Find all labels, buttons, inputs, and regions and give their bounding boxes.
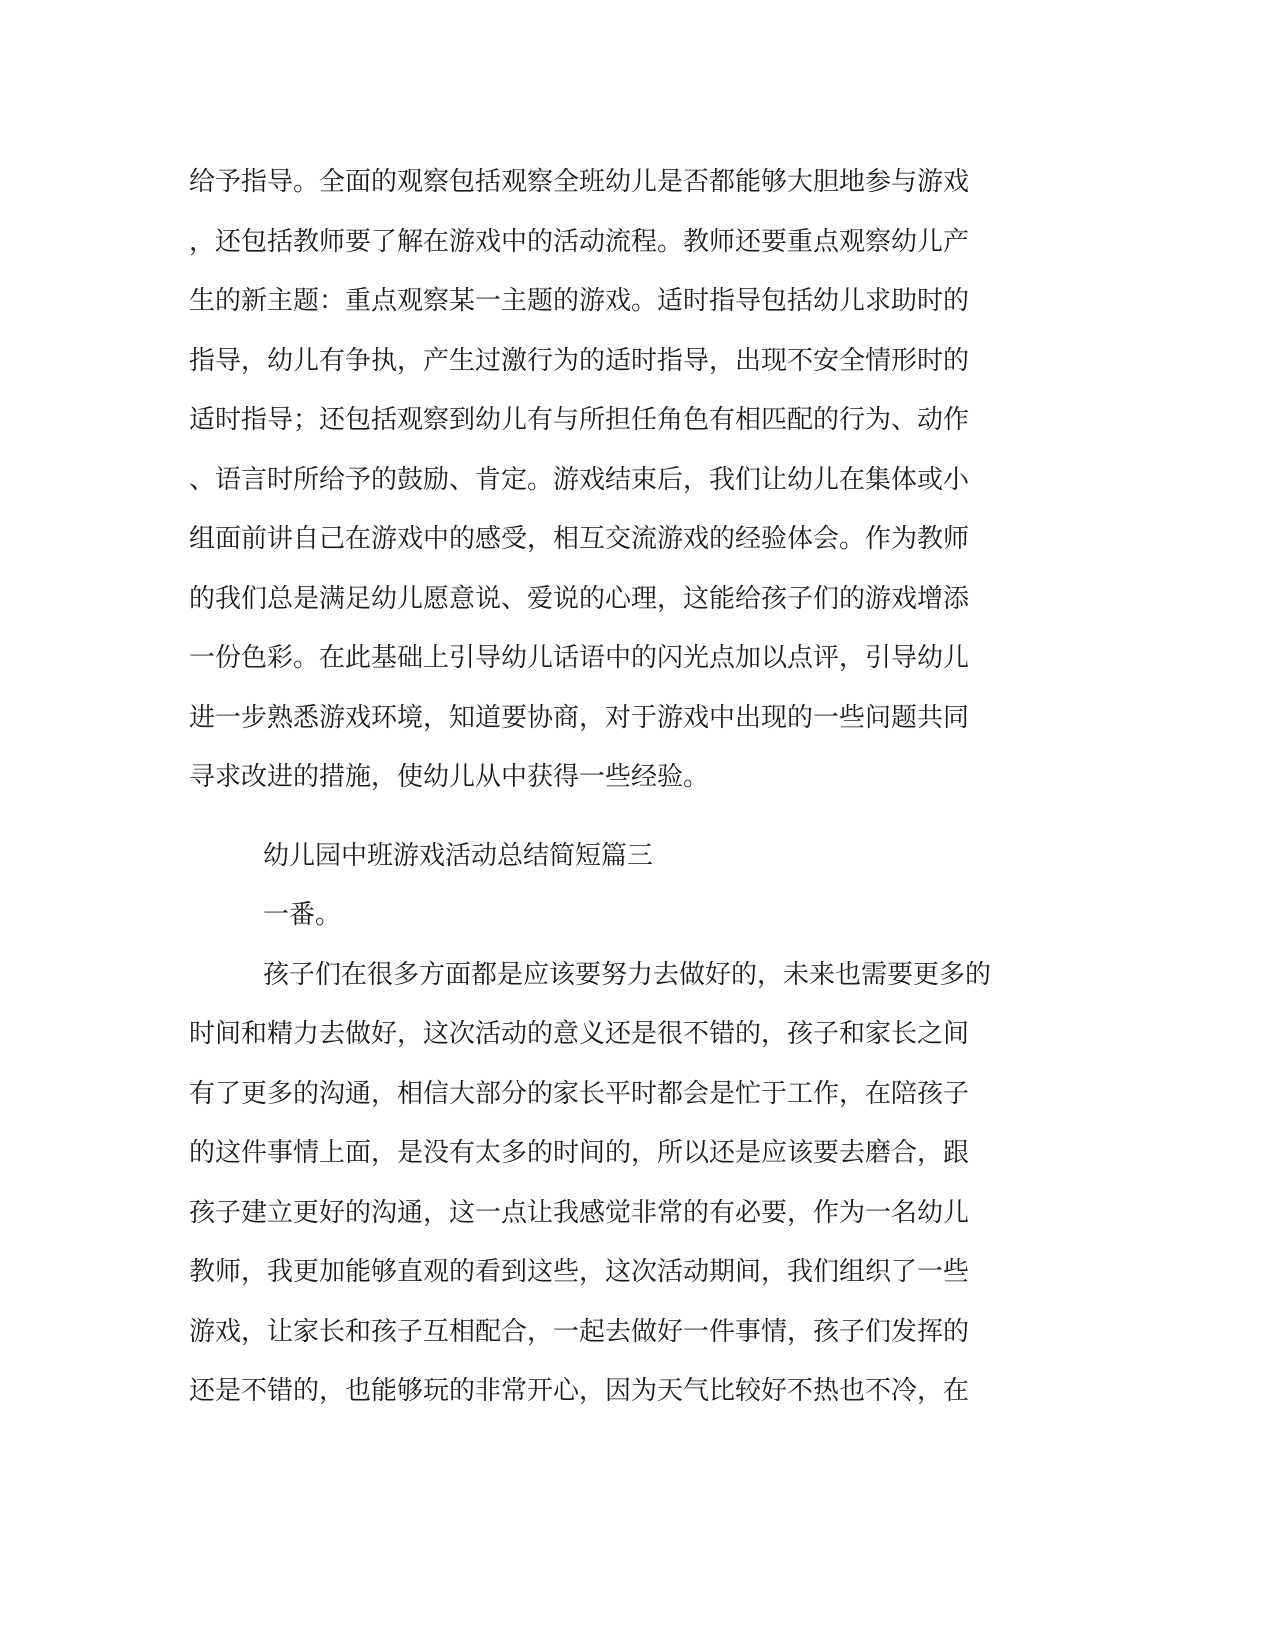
text-line-17: 的这件事情上面，是没有太多的时间的，所以还是应该要去磨合，跟 [189, 1138, 970, 1168]
text-line-10: 进一步熟悉游戏环境，知道要协商，对于游戏中出现的一些问题共同 [189, 703, 970, 733]
text-line-16: 有了更多的沟通，相信大部分的家长平时都会是忙于工作，在陪孩子 [189, 1079, 970, 1109]
text-line-15: 时间和精力去做好，这次活动的意义还是很不错的，孩子和家长之间 [189, 1019, 970, 1049]
section-heading: 幼儿园中班游戏活动总结简短篇三 [263, 841, 654, 871]
text-line-9: 一份色彩。在此基础上引导幼儿话语中的闪光点加以点评，引导幼儿 [189, 643, 970, 673]
text-line-14: 孩子们在很多方面都是应该要努力去做好的，未来也需要更多的 [263, 960, 992, 990]
text-line-21: 还是不错的，也能够玩的非常开心，因为天气比较好不热也不冷，在 [189, 1376, 970, 1406]
text-line-1: 给予指导。全面的观察包括观察全班幼儿是否都能够大胆地参与游戏 [189, 167, 970, 197]
text-line-13: 一番。 [263, 900, 342, 930]
text-line-5: 适时指导；还包括观察到幼儿有与所担任角色有相匹配的行为、动作 [189, 405, 970, 435]
text-line-18: 孩子建立更好的沟通，这一点让我感觉非常的有必要，作为一名幼儿 [189, 1198, 970, 1228]
text-line-11: 寻求改进的措施，使幼儿从中获得一些经验。 [189, 762, 710, 792]
text-line-20: 游戏，让家长和孩子互相配合，一起去做好一件事情，孩子们发挥的 [189, 1317, 970, 1347]
text-line-19: 教师，我更加能够直观的看到这些，这次活动期间，我们组织了一些 [189, 1257, 970, 1287]
text-line-6: 、语言时所给予的鼓励、肯定。游戏结束后，我们让幼儿在集体或小 [189, 465, 970, 495]
text-line-7: 组面前讲自己在游戏中的感受，相互交流游戏的经验体会。作为教师 [189, 524, 970, 554]
text-line-2: ，还包括教师要了解在游戏中的活动流程。教师还要重点观察幼儿产 [189, 227, 970, 257]
text-line-3: 生的新主题：重点观察某一主题的游戏。适时指导包括幼儿求助时的 [189, 286, 970, 316]
text-line-4: 指导，幼儿有争执，产生过激行为的适时指导，出现不安全情形时的 [189, 346, 970, 376]
text-line-8: 的我们总是满足幼儿愿意说、爱说的心理，这能给孩子们的游戏增添 [189, 584, 970, 614]
